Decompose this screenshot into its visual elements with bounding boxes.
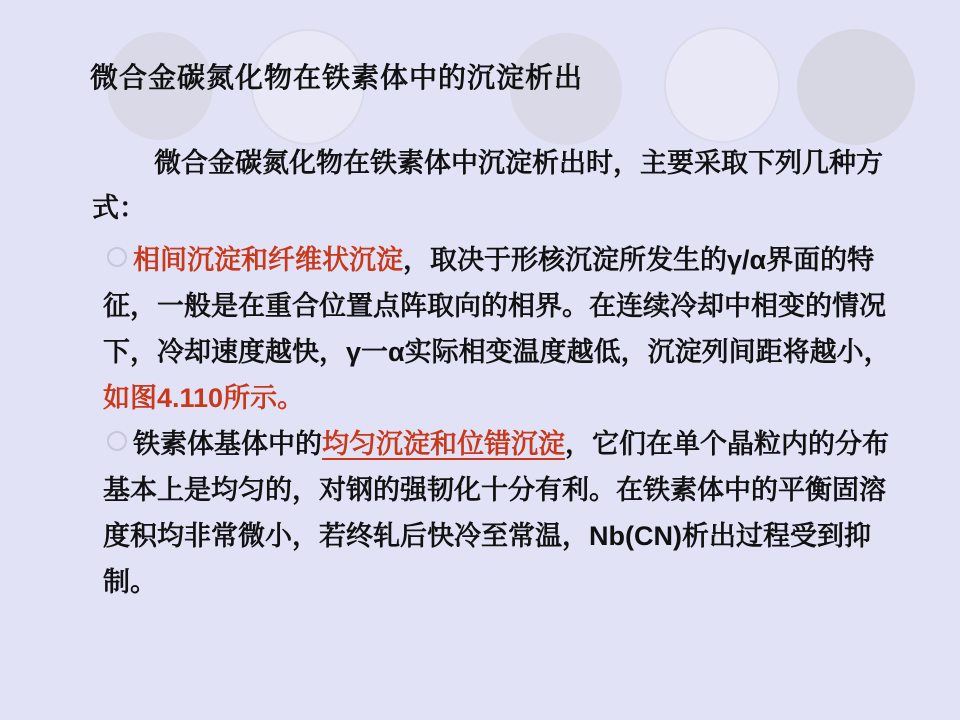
bullet-item	[103, 421, 911, 605]
text-run: 所示。	[223, 383, 305, 413]
decorative-circle	[664, 27, 780, 143]
slide-title: 微合金碳氮化物在铁素体中的沉淀析出	[90, 63, 584, 94]
bullet-text	[103, 429, 889, 597]
text-run: 界面的特征，一般是在重合位置点阵取向的相界。在连续冷却中相变的情况下，冷却速度越快，	[103, 245, 886, 367]
bullet-circle-icon	[107, 247, 127, 267]
text-run: ，它们在单个晶粒内的分布基本上是均匀的，对钢的强韧化十分有利。在铁素体中的平衡固溶度积均非常微小，若终轧后快冷至常温，	[103, 429, 889, 551]
text-run: Nb(CN)	[589, 521, 682, 551]
text-run: γ/α	[727, 245, 767, 275]
text-run: γ	[346, 337, 362, 367]
text-run: 如图	[103, 383, 157, 413]
bullet-item	[103, 237, 911, 421]
bullet-circle-icon	[107, 431, 127, 451]
decorative-circle	[797, 29, 915, 145]
bullet-text	[103, 245, 891, 413]
text-run: 实际相变温度越低，沉淀列间距将越小，	[404, 337, 891, 367]
text-run: 相间沉淀和纤维状沉淀	[133, 245, 403, 275]
bullet-list	[103, 237, 911, 605]
text-run: 均匀沉淀和位错沉淀	[322, 429, 565, 459]
text-run: 一	[361, 337, 389, 367]
intro-paragraph: 微合金碳氮化物在铁素体中沉淀析出时，主要采取下列几种方式：	[92, 148, 883, 223]
text-run: 铁素体基体中的	[133, 429, 322, 459]
text-run: 析出过程受到抑制。	[103, 521, 871, 597]
text-run: 4.110	[157, 383, 224, 413]
text-run: α	[388, 337, 405, 367]
text-run: ，取决于形核沉淀所发生的	[403, 245, 727, 275]
